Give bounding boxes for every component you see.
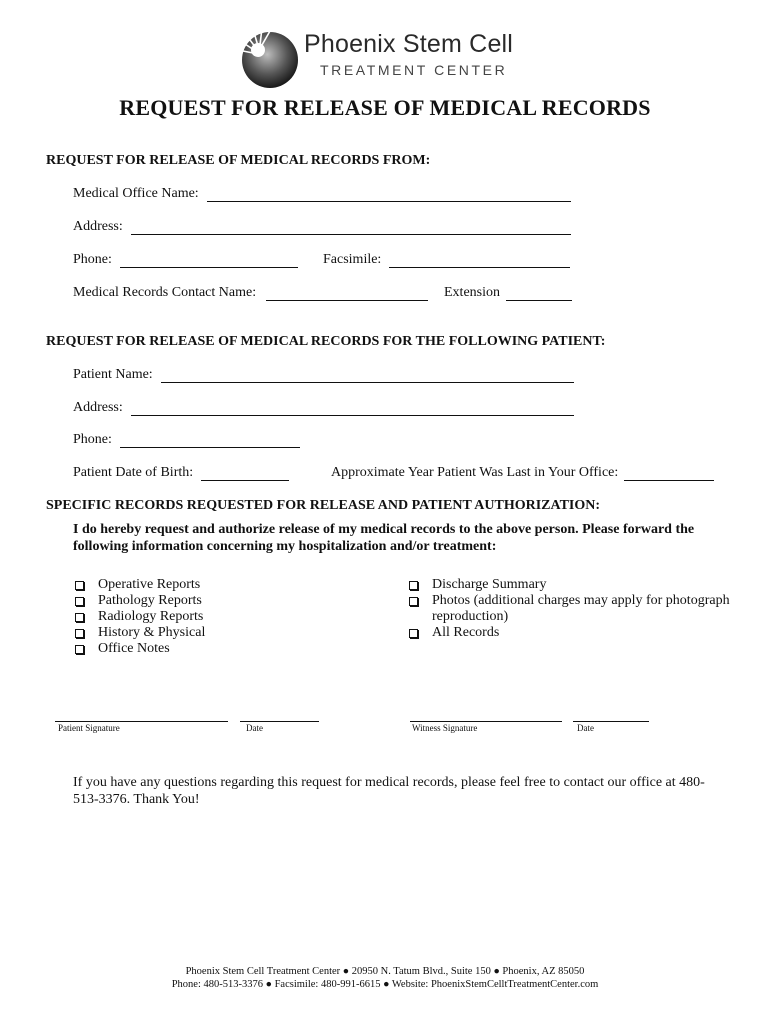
checkbox-icon[interactable] xyxy=(75,629,84,638)
patient-phone-field xyxy=(73,432,300,448)
sunburst-logo-icon xyxy=(236,26,300,90)
patient-date-label: Date xyxy=(246,723,263,733)
checkbox-all-records[interactable]: All Records xyxy=(409,625,739,641)
contact-name-label: Medical Records Contact Name: xyxy=(73,285,257,300)
checkbox-radiology-reports[interactable]: Radiology Reports xyxy=(75,609,335,625)
checkbox-office-notes[interactable]: Office Notes xyxy=(75,641,335,657)
witness-date-line[interactable] xyxy=(573,720,649,722)
patient-name-field xyxy=(73,367,574,383)
checkbox-icon[interactable] xyxy=(75,645,84,654)
section-heading-patient: REQUEST FOR RELEASE OF MEDICAL RECORDS FOR THE FOLLOWING PATIENT: xyxy=(46,334,606,349)
office-name-label: Medical Office Name: xyxy=(73,186,199,201)
checkbox-pathology-reports[interactable]: Pathology Reports xyxy=(75,593,335,609)
patient-address-label: Address: xyxy=(73,400,123,415)
patient-name-input[interactable] xyxy=(161,369,574,383)
org-subtitle: TREATMENT CENTER xyxy=(320,62,508,78)
extension-input[interactable] xyxy=(506,287,572,301)
office-phone-field xyxy=(73,252,298,268)
section-heading-from: REQUEST FOR RELEASE OF MEDICAL RECORDS FROM: xyxy=(46,153,431,168)
authorization-text: I do hereby request and authorize release of my medical records to the above person. Please forward the following information concerning my hospitalization and/or treatment: xyxy=(73,522,695,554)
office-name-field xyxy=(73,186,571,202)
checkbox-history-physical[interactable]: History & Physical xyxy=(75,625,335,641)
office-address-field xyxy=(73,219,571,235)
extension-field xyxy=(444,285,572,301)
patient-dob-label: Patient Date of Birth: xyxy=(73,465,194,480)
witness-signature-line[interactable] xyxy=(410,720,562,722)
office-fax-label: Facsimile: xyxy=(323,252,382,267)
last-visit-year-label: Approximate Year Patient Was Last in Your Office: xyxy=(331,465,619,480)
checkbox-icon[interactable] xyxy=(409,581,418,590)
checkbox-discharge-summary[interactable]: Discharge Summary xyxy=(409,577,739,593)
checkbox-icon[interactable] xyxy=(75,581,84,590)
patient-signature-label: Patient Signature xyxy=(58,723,120,733)
org-name: Phoenix Stem Cell xyxy=(304,30,514,58)
checkbox-icon[interactable] xyxy=(409,629,418,638)
patient-phone-label: Phone: xyxy=(73,432,112,447)
footer-contact: Phone: 480-513-3376 ● Facsimile: 480-991-6615 ● Website: PhoenixStemCelltTreatmentCenter.com xyxy=(171,979,599,990)
section-heading-records: SPECIFIC RECORDS REQUESTED FOR RELEASE AND PATIENT AUTHORIZATION: xyxy=(46,498,601,513)
office-name-input[interactable] xyxy=(207,188,571,202)
witness-signature-label: Witness Signature xyxy=(412,723,478,733)
patient-date-line[interactable] xyxy=(240,720,319,722)
patient-address-input[interactable] xyxy=(131,402,574,416)
patient-dob-input[interactable] xyxy=(201,467,289,481)
office-fax-input[interactable] xyxy=(389,254,570,268)
checkbox-icon[interactable] xyxy=(409,597,418,606)
contact-name-field xyxy=(73,285,428,301)
patient-signature-line[interactable] xyxy=(55,720,228,722)
office-address-input[interactable] xyxy=(131,221,571,235)
patient-address-field xyxy=(73,400,574,416)
records-checklist-right xyxy=(409,577,739,641)
records-checklist-left xyxy=(75,577,335,657)
last-visit-year-field xyxy=(331,465,714,481)
checkbox-icon[interactable] xyxy=(75,597,84,606)
footer-address: Phoenix Stem Cell Treatment Center ● 20950 N. Tatum Blvd., Suite 150 ● Phoenix, AZ 85050 xyxy=(185,966,585,977)
checkbox-icon[interactable] xyxy=(75,613,84,622)
extension-label: Extension xyxy=(444,285,500,300)
office-phone-label: Phone: xyxy=(73,252,112,267)
patient-name-label: Patient Name: xyxy=(73,367,153,382)
witness-date-label: Date xyxy=(577,723,594,733)
checkbox-operative-reports[interactable]: Operative Reports xyxy=(75,577,335,593)
patient-phone-input[interactable] xyxy=(120,434,300,448)
office-address-label: Address: xyxy=(73,219,123,234)
closing-text: If you have any questions regarding this request for medical records, please feel free to contact our office at 480-513-3376. Thank You! xyxy=(73,775,705,807)
contact-name-input[interactable] xyxy=(266,287,428,301)
office-phone-input[interactable] xyxy=(120,254,298,268)
patient-dob-field xyxy=(73,465,289,481)
last-visit-year-input[interactable] xyxy=(624,467,714,481)
page-title: REQUEST FOR RELEASE OF MEDICAL RECORDS xyxy=(119,95,651,120)
office-fax-field xyxy=(323,252,570,268)
checkbox-photos[interactable]: Photos (additional charges may apply for photograph reproduction) xyxy=(409,593,739,625)
